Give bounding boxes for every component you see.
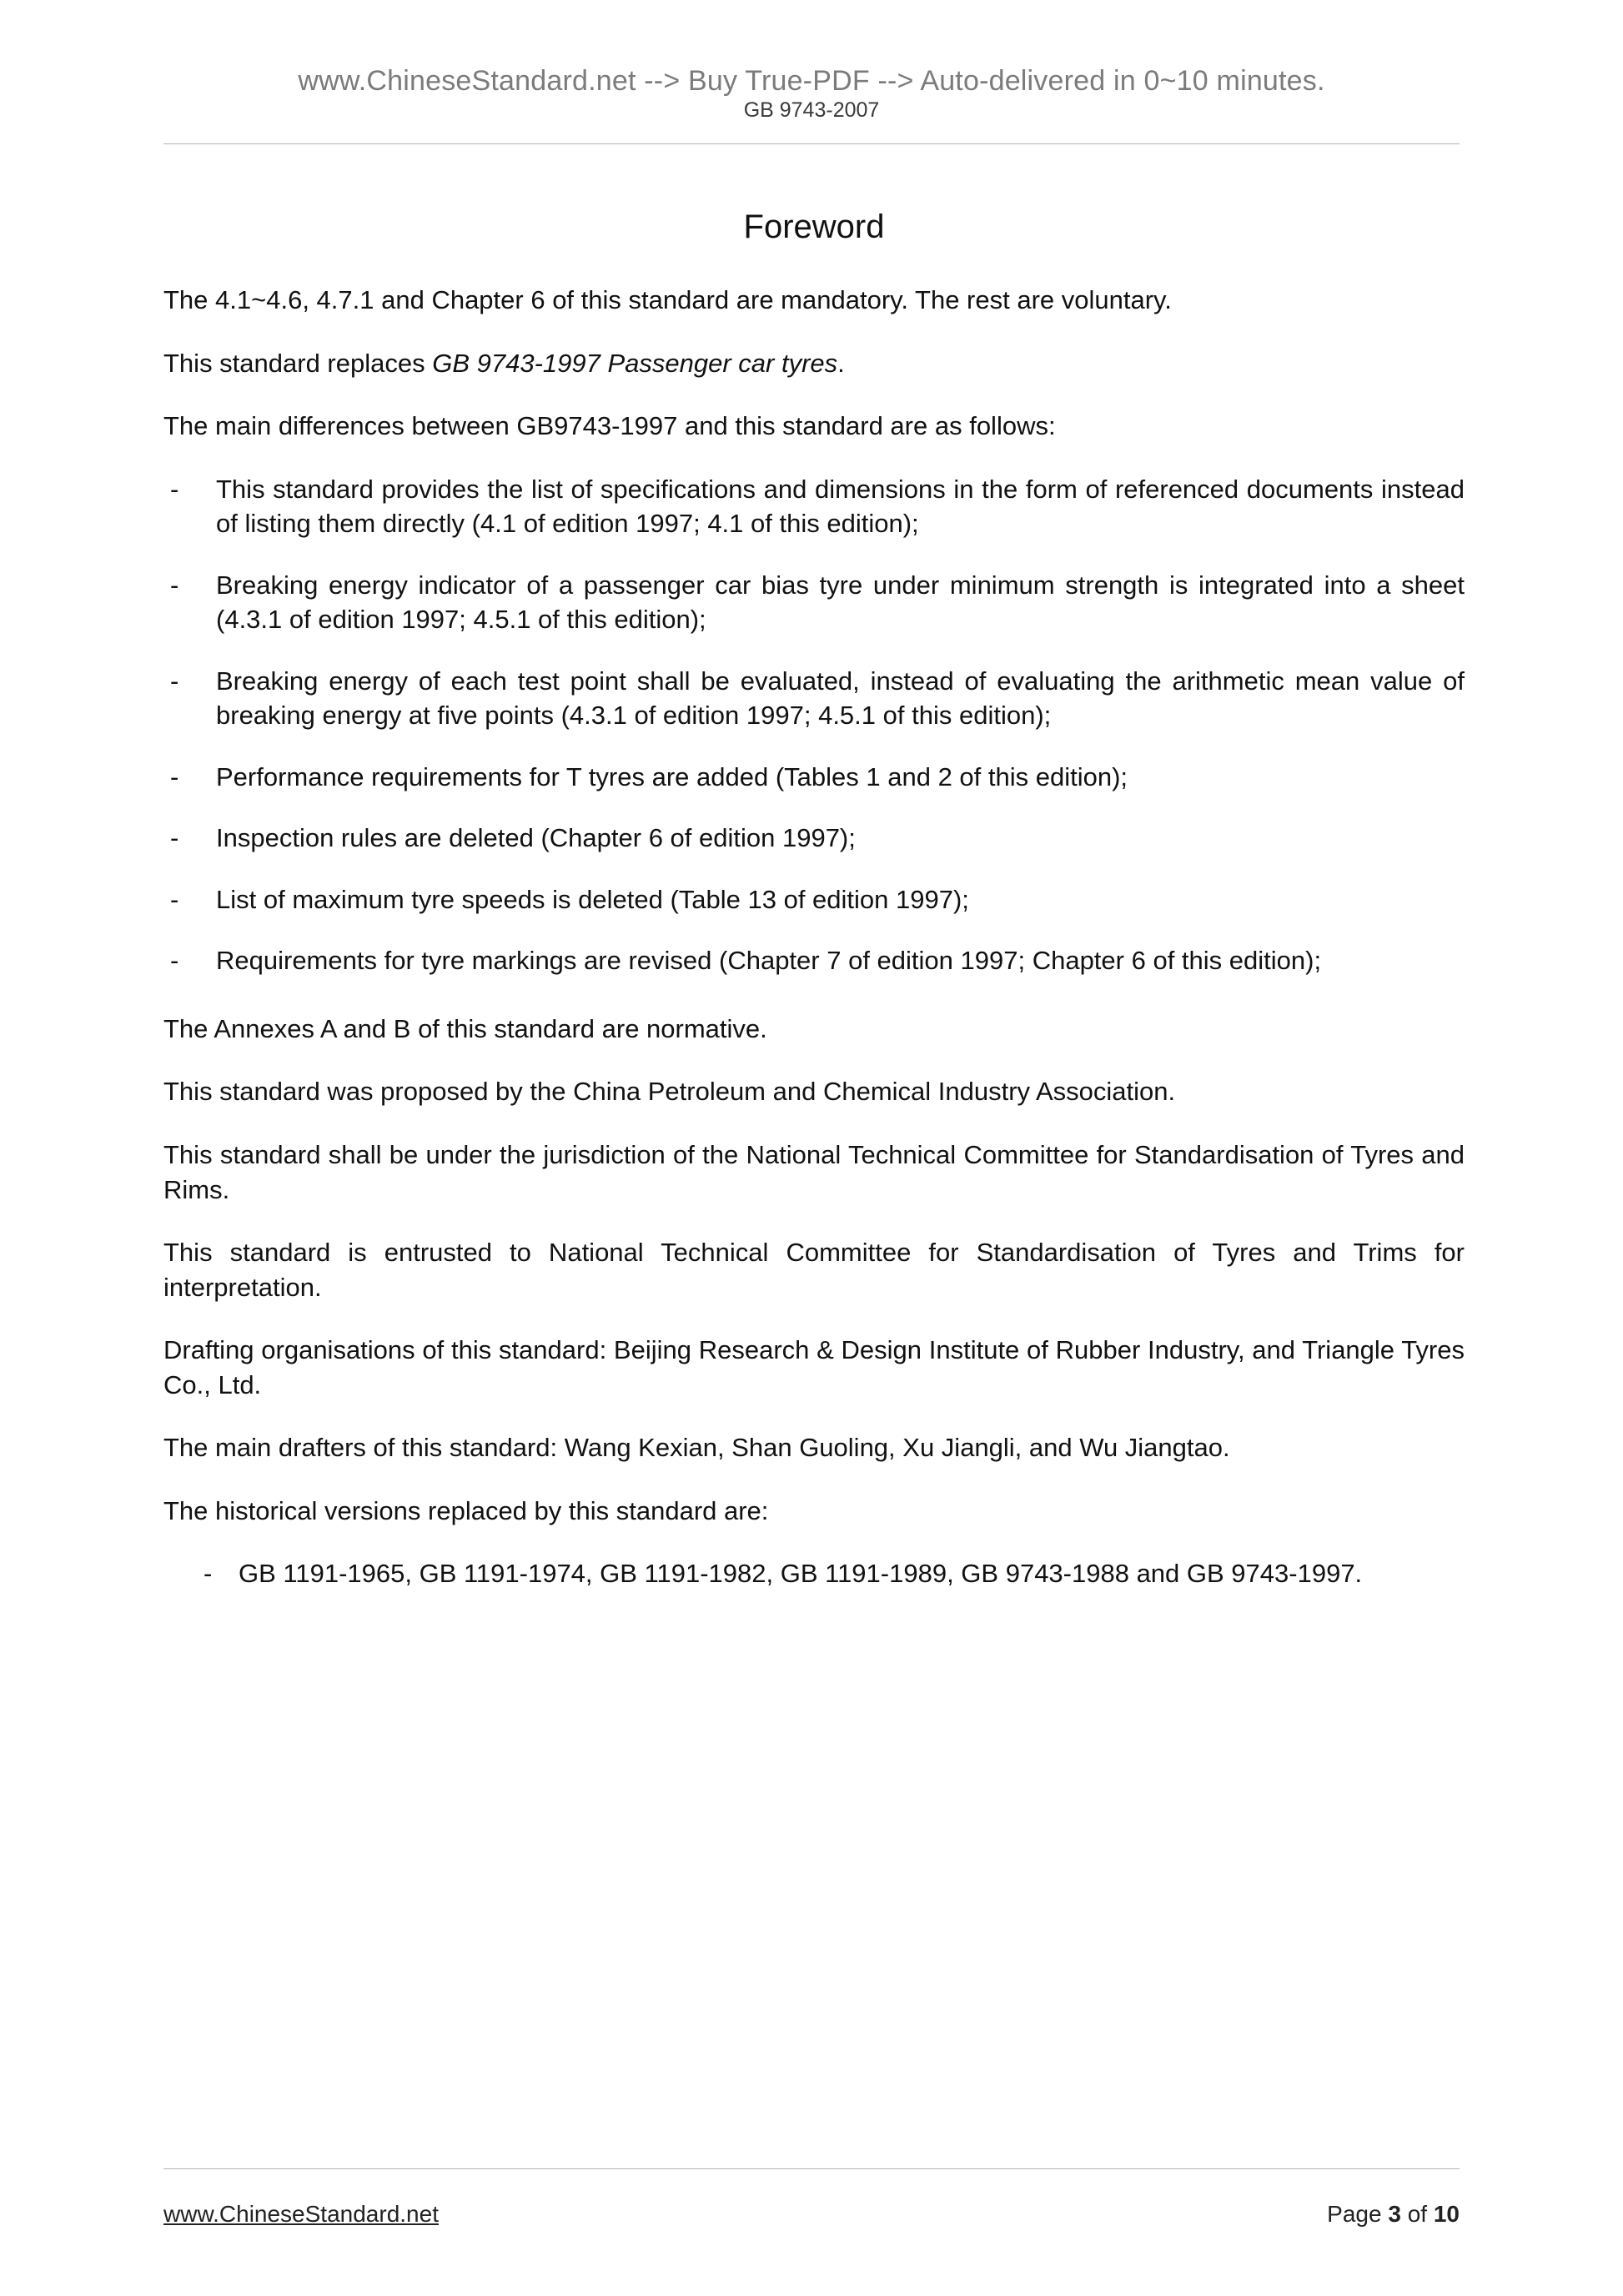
dash-marker: - [170,474,179,504]
page-title: Foreword [743,208,885,245]
list-item-text: GB 1191-1965, GB 1191-1974, GB 1191-1982, GB 1191-1989, GB 9743-1988 and GB 9743-1997. [239,1559,1363,1589]
list-item-text: Inspection rules are deleted (Chapter 6 of edition 1997); [216,823,856,853]
paragraph-replaces [163,346,1465,381]
list-item-text: This standard provides the list of specifications and dimensions in the form of referenced documents instead of listing them directly (4.1 of edition 1997; 4.1 of this edition); [216,474,1465,539]
dash-marker: - [170,761,179,791]
differences-list [163,472,1465,978]
page-middle: of [1400,2201,1434,2227]
paragraph-differences-intro: The main differences between GB9743-1997 and this standard are as follows: [163,411,1056,441]
paragraph-jurisdiction: This standard shall be under the jurisdiction of the National Technical Committee for Standardisation of Tyres and Rims. [163,1139,1465,1204]
dash-marker: - [170,666,179,696]
list-item-text: Breaking energy of each test point shall be evaluated, instead of evaluating the arithmetic mean value of breaking energy at five points (4.3.1 of edition 1997; 4.5.1 of this edition); [216,666,1465,731]
list-item-text: Breaking energy indicator of a passenger car bias tyre under minimum strength is integrated into a sheet (4.3.1 of edition 1997; 4.5.1 of this edition); [216,570,1465,635]
replaces-suffix: . [837,348,845,378]
replaced-standard-title: GB 9743-1997 Passenger car tyres [432,348,838,378]
replaces-prefix: This standard replaces [163,348,433,378]
dash-marker: - [170,884,179,914]
page-total: 10 [1433,2201,1460,2227]
list-item [163,943,1465,978]
dash-marker: - [170,570,179,600]
list-item [163,664,1465,733]
list-item [163,472,1465,541]
page-prefix: Page [1327,2201,1389,2227]
list-item [163,882,1465,917]
paragraph-mandatory-scope: The 4.1~4.6, 4.7.1 and Chapter 6 of this standard are mandatory. The rest are voluntary. [163,285,1172,314]
header-divider [163,143,1460,144]
paragraph-interpretation: This standard is entrusted to National Technical Committee for Standardisation of Tyres and Trims for interpretation. [163,1238,1465,1302]
footer-website-link[interactable]: www.ChineseStandard.net [163,2201,439,2227]
list-item-text: List of maximum tyre speeds is deleted (Table 13 of edition 1997); [216,884,969,914]
paragraph-drafting-organisations: Drafting organisations of this standard: Beijing Research & Design Institute of Rubber Industry, and Triangle Tyres Co., Ltd. [163,1335,1465,1399]
paragraph-historical-versions-intro: The historical versions replaced by this standard are: [163,1495,769,1525]
paragraph-main-drafters: The main drafters of this standard: Wang Kexian, Shan Guoling, Xu Jiangli, and Wu Jiangtao. [163,1433,1230,1463]
historical-versions-list [163,1556,1465,1591]
document-code: GB 9743-2007 [743,98,880,122]
list-item [163,568,1465,637]
list-item [204,1556,1465,1591]
list-item [163,821,1465,856]
page-current: 3 [1388,2201,1401,2227]
list-item [163,760,1465,795]
dash-marker: - [204,1559,213,1589]
watermark-banner: www.ChineseStandard.net --> Buy True-PDF --> Auto-delivered in 0~10 minutes. [298,65,1325,97]
paragraph-proposed-by: This standard was proposed by the China Petroleum and Chemical Industry Association. [163,1077,1176,1107]
footer-divider [163,2168,1460,2169]
dash-marker: - [170,823,179,853]
document-content [163,208,1465,1620]
list-item-text: Performance requirements for T tyres are added (Tables 1 and 2 of this edition); [216,761,1128,791]
page-footer [163,2201,1460,2228]
page-number-indicator [1327,2201,1460,2228]
dash-marker: - [170,946,179,976]
list-item-text: Requirements for tyre markings are revised (Chapter 7 of edition 1997; Chapter 6 of this edition); [216,946,1322,976]
paragraph-annexes: The Annexes A and B of this standard are normative. [163,1013,767,1043]
